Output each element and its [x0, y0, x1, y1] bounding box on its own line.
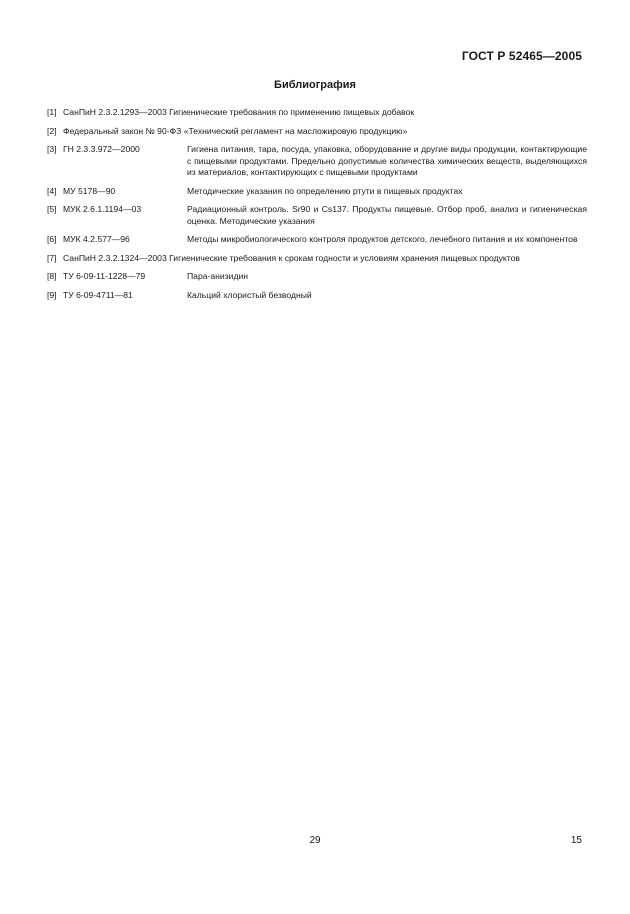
entry-number: [5] — [47, 204, 57, 214]
page-number-right: 15 — [570, 835, 582, 846]
entry-number: [3] — [47, 144, 57, 154]
entry-code: ТУ 6-09-4711—81 — [63, 289, 133, 300]
entry-text: СанПиН 2.3.2.1293—2003 Гигиенические требования по применению пищевых добавок — [63, 107, 415, 117]
bibliography-entry-9 — [47, 290, 587, 302]
entry-text: СанПиН 2.3.2.1324—2003 Гигиенические требования к срокам годности и условиям хранения пищевых продуктов — [63, 252, 520, 263]
bibliography-entry-2 — [47, 126, 587, 138]
bibliography-list — [47, 107, 587, 308]
entry-code: ГН 2.3.3.972—2000 — [63, 144, 140, 154]
page-number-center: 29 — [309, 835, 321, 846]
bibliography-entry-5 — [47, 204, 587, 227]
entry-text: Кальций хлористый безводный — [187, 289, 312, 300]
entry-text: Гигиена питания, тара, посуда, упаковка, оборудование и другие виды продукции, контактирующие с пищевыми продуктами. Предельно допустимые количества химических веществ, выделяющихся из материалов, контактирующих с пищевыми продуктами — [187, 144, 587, 177]
document-standard-number: ГОСТ Р 52465—2005 — [461, 49, 582, 63]
bibliography-title: Библиография — [274, 79, 356, 91]
bibliography-entry-8 — [47, 271, 587, 283]
bibliography-entry-3 — [47, 144, 587, 179]
entry-code: МУК 2.6.1.1194—03 — [63, 204, 142, 214]
entry-text: Методы микробиологического контроля продуктов детского, лечебного питания и их компонентов — [187, 234, 578, 244]
entry-code: ТУ 6-09-11-1228—79 — [63, 271, 146, 281]
entry-code: МУ 5178—90 — [63, 185, 116, 196]
entry-number: [8] — [47, 271, 57, 281]
bibliography-entry-1 — [47, 107, 587, 119]
entry-code: МУК 4.2.577—96 — [63, 234, 130, 244]
entry-number: [6] — [47, 234, 57, 244]
entry-text: Федеральный закон № 90-ФЗ «Технический регламент на масложировую продукцию» — [63, 125, 408, 136]
entry-number: [9] — [47, 289, 57, 300]
entry-number: [7] — [47, 252, 57, 263]
entry-number: [2] — [47, 125, 57, 136]
entry-text: Пара-анизидин — [187, 271, 249, 281]
bibliography-entry-6 — [47, 234, 587, 246]
entry-number: [1] — [47, 107, 57, 117]
entry-text: Методические указания по определению ртути в пищевых продуктах — [187, 185, 463, 196]
bibliography-entry-7 — [47, 253, 587, 265]
entry-number: [4] — [47, 185, 57, 196]
bibliography-entry-4 — [47, 186, 587, 198]
entry-text: Радиационный контроль. Sr90 и Cs137. Продукты пищевые. Отбор проб, анализ и гигиеническая оценка. Методические указания — [187, 204, 587, 226]
